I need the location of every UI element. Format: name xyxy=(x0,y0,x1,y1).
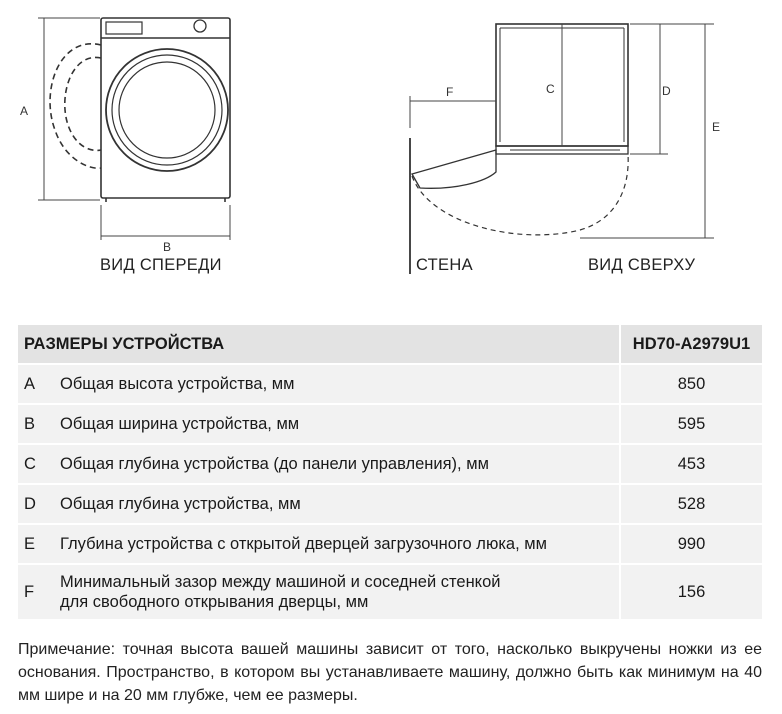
table-row xyxy=(18,564,762,620)
table-model: HD70-A2979U1 xyxy=(620,325,762,364)
row-description: Общая глубина устройства (до панели управления), мм xyxy=(60,444,620,484)
row-letter: F xyxy=(18,564,60,620)
dimension-a-label: A xyxy=(20,104,29,118)
dimension-d-label: D xyxy=(662,84,671,98)
dimensions-diagram xyxy=(0,0,782,300)
table-row xyxy=(18,444,762,484)
table-row xyxy=(18,404,762,444)
table-title: РАЗМЕРЫ УСТРОЙСТВА xyxy=(18,325,620,364)
table-row xyxy=(18,364,762,404)
row-value: 156 xyxy=(620,564,762,620)
table-row xyxy=(18,484,762,524)
dimensions-table xyxy=(18,325,762,621)
row-description-line-2: для свободного открывания дверцы, мм xyxy=(60,593,369,611)
row-description: Общая глубина устройства, мм xyxy=(60,484,620,524)
dimension-e-line xyxy=(580,24,714,238)
dimension-e-label: E xyxy=(712,120,721,134)
dimension-b-label: B xyxy=(163,240,172,254)
table-header-row xyxy=(18,325,762,364)
caption-wall: СТЕНА xyxy=(416,256,473,274)
row-value: 850 xyxy=(620,364,762,404)
top-view-drawing xyxy=(412,24,628,235)
caption-top-view: ВИД СВЕРХУ xyxy=(588,256,696,274)
dimension-c-label: C xyxy=(546,82,555,96)
row-value: 990 xyxy=(620,524,762,564)
row-value: 453 xyxy=(620,444,762,484)
front-view-drawing xyxy=(50,18,230,202)
row-letter: B xyxy=(18,404,60,444)
installation-note: Примечание: точная высота вашей машины зависит от того, насколько выкручены ножки из ее основания. Пространство, в котором вы устанавливаете машину, должно быть как минимум на 40 мм шире и на 20 мм глубже, чем ее размеры. xyxy=(18,641,762,704)
row-value: 528 xyxy=(620,484,762,524)
dimension-f-line xyxy=(410,96,496,128)
dimension-a-line xyxy=(38,18,100,200)
row-letter: D xyxy=(18,484,60,524)
row-description-line-1: Минимальный зазор между машиной и соседней стенкой xyxy=(60,573,501,591)
row-letter: A xyxy=(18,364,60,404)
row-letter: C xyxy=(18,444,60,484)
row-description: Общая ширина устройства, мм xyxy=(60,404,620,444)
caption-front-view: ВИД СПЕРЕДИ xyxy=(100,256,222,274)
row-description: Общая высота устройства, мм xyxy=(60,364,620,404)
dimension-b-line xyxy=(101,205,230,240)
row-value: 595 xyxy=(620,404,762,444)
table-row xyxy=(18,524,762,564)
row-letter: E xyxy=(18,524,60,564)
row-description: Глубина устройства с открытой дверцей загрузочного люка, мм xyxy=(60,524,620,564)
row-description xyxy=(60,564,620,620)
dimension-f-label: F xyxy=(446,85,454,99)
